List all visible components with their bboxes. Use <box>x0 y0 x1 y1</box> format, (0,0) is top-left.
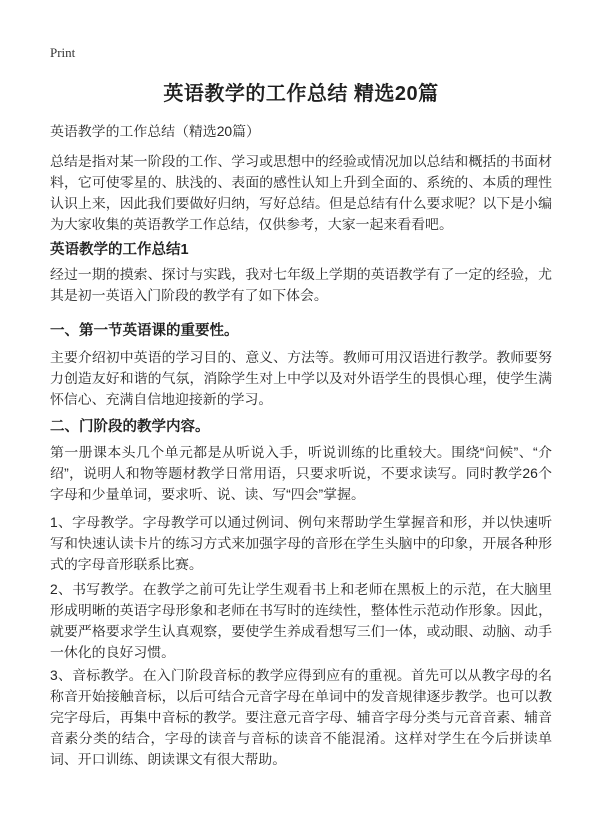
paragraph-experience: 经过一期的摸索、探讨与实践，我对七年级上学期的英语教学有了一定的经验，尤其是初一英语入门阶段的教学有了如下体会。 <box>50 266 552 303</box>
paragraph-phonetic-teaching: 3、音标教学。在入门阶段音标的教学应得到应有的重视。首先可以从教字母的名称音开始接触音标，以后可结合元音字母在单词中的发音规律逐步教学。也可以教完字母后，再集中音标的教学。要注意元音字母、辅音字母分类与元音音素、辅音音素分类的结合，字母的读音与音标的读音不能混淆。这样对学生在今后拼读单词、开口训练、朗读课文有很大帮助。 <box>50 667 552 767</box>
paragraph-letter-teaching: 1、字母教学。字母教学可以通过例词、例句来帮助学生掌握音和形，并以快速听写和快速认读卡片的练习方式来加强字母的音形在学生头脑中的印象，开展各种形式的字母音形联系比赛。 <box>50 514 552 572</box>
heading-beginner-stage-content: 二、门阶段的教学内容。 <box>50 419 210 435</box>
paragraph-writing-teaching: 2、书写教学。在教学之前可先让学生观看书上和老师在黑板上的示范，在大脑里形成明晰的英语字母形象和老师在书写时的连续性，整体性示范动作形象。因此，就要严格要求学生认真观察，要使学生养成看想写三们一体，或动眼、动脑、动手一休化的良好习惯。 <box>50 581 552 660</box>
heading-first-lesson-importance: 一、第一节英语课的重要性。 <box>50 323 239 339</box>
print-link[interactable]: Print <box>50 45 76 60</box>
paragraph-intro: 总结是指对某一阶段的工作、学习或思想中的经验或情况加以总结和概括的书面材料，它可使零星的、肤浅的、表面的感性认知上升到全面的、系统的、本质的理性认识上来，因此我们要做好归纳，写好总结。但是总结有什么要求呢？以下是小编为大家收集的英语教学工作总结，仅供参考，大家一起来看看吧。 <box>50 153 552 232</box>
paragraph-first-lesson-body: 主要介绍初中英语的学习目的、意义、方法等。教师可用汉语进行教学。教师要努力创造友好和谐的气氛，消除学生对上中学以及对外语学生的畏惧心理，使学生满怀信心、充满自信地迎接新的学习。 <box>50 349 552 407</box>
document-title: 英语教学的工作总结 精选20篇 <box>163 83 439 105</box>
heading-summary-1: 英语教学的工作总结1 <box>50 242 189 258</box>
paragraph-beginner-stage-body: 第一册课本头几个单元都是从听说入手，听说训练的比重较大。围绕“问候”、“介绍”，说明人和物等题材教学日常用语，只要求听说，不要求读写。同时教学26个字母和少量单词，要求听、说、读、写“四会”掌握。 <box>50 444 552 502</box>
document-subtitle: 英语教学的工作总结（精选20篇） <box>50 123 260 139</box>
